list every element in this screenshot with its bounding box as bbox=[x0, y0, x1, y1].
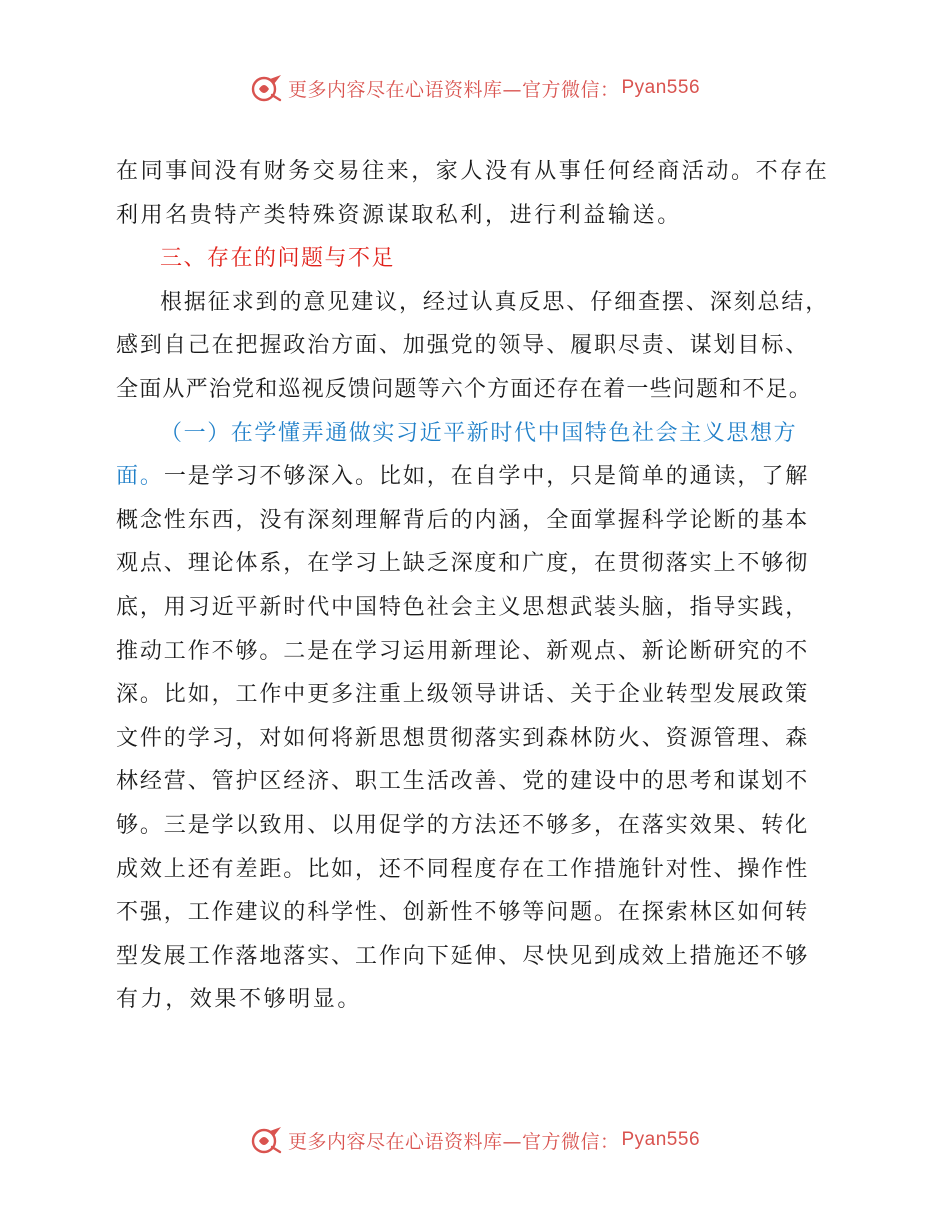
text-line: 利用名贵特产类特殊资源谋取私利，进行利益输送。 bbox=[116, 202, 682, 228]
watermark-header bbox=[0, 71, 950, 105]
text-line-mixed bbox=[116, 455, 856, 499]
text-span: 一是学习不够深入。比如，在自学中，只是简单的通读，了解 bbox=[163, 464, 810, 490]
watermark-footer bbox=[0, 1123, 950, 1157]
watermark-wechat-id: Pyan556 bbox=[621, 1129, 701, 1150]
text-line: 够。三是学以致用、以用促学的方法还不够多，在落实效果、转化 bbox=[116, 812, 810, 838]
logo-icon bbox=[250, 73, 284, 103]
text-line: 型发展工作落地落实、工作向下延伸、尽快见到成效上措施还不够 bbox=[116, 943, 810, 969]
text-line: 不强，工作建议的科学性、创新性不够等问题。在探索林区如何转 bbox=[116, 900, 810, 926]
text-line: 推动工作不够。二是在学习运用新理论、新观点、新论断研究的不 bbox=[116, 638, 810, 664]
text-line: 概念性东西，没有深刻理解背后的内涵，全面掌握科学论断的基本 bbox=[116, 507, 810, 533]
text-line: 深。比如，工作中更多注重上级领导讲话、关于企业转型发展政策 bbox=[116, 682, 810, 708]
logo-icon bbox=[250, 1125, 284, 1155]
subsection-heading: （一）在学懂弄通做实习近平新时代中国特色社会主义思想方 bbox=[160, 420, 798, 446]
text-line: 根据征求到的意见建议，经过认真反思、仔细查摆、深刻总结， bbox=[160, 289, 830, 315]
document-body bbox=[116, 150, 856, 1022]
watermark-wechat-id: Pyan556 bbox=[621, 77, 701, 98]
text-line: 林经营、管护区经济、职工生活改善、党的建设中的思考和谋划不 bbox=[116, 769, 810, 795]
text-line: 全面从严治党和巡视反馈问题等六个方面还存在着一些问题和不足。 bbox=[116, 376, 813, 402]
section-heading: 三、存在的问题与不足 bbox=[160, 246, 396, 272]
subsection-heading-end: 面。 bbox=[116, 464, 164, 490]
watermark-text: 更多内容尽在心语资料库—官方微信： bbox=[287, 78, 620, 101]
text-line: 有力，效果不够明显。 bbox=[116, 987, 363, 1013]
text-line: 感到自己在把握政治方面、加强党的领导、履职尽责、谋划目标、 bbox=[116, 333, 810, 359]
text-line: 成效上还有差距。比如，还不同程度存在工作措施针对性、操作性 bbox=[116, 856, 810, 882]
text-line: 文件的学习，对如何将新思想贯彻落实到森林防火、资源管理、森 bbox=[116, 725, 810, 751]
text-line: 观点、理论体系，在学习上缺乏深度和广度，在贯彻落实上不够彻 bbox=[116, 551, 810, 577]
watermark-text: 更多内容尽在心语资料库—官方微信： bbox=[287, 1130, 620, 1153]
text-line: 底，用习近平新时代中国特色社会主义思想武装头脑，指导实践， bbox=[116, 594, 810, 620]
text-line: 在同事间没有财务交易往来，家人没有从事任何经商活动。不存在 bbox=[116, 159, 830, 184]
